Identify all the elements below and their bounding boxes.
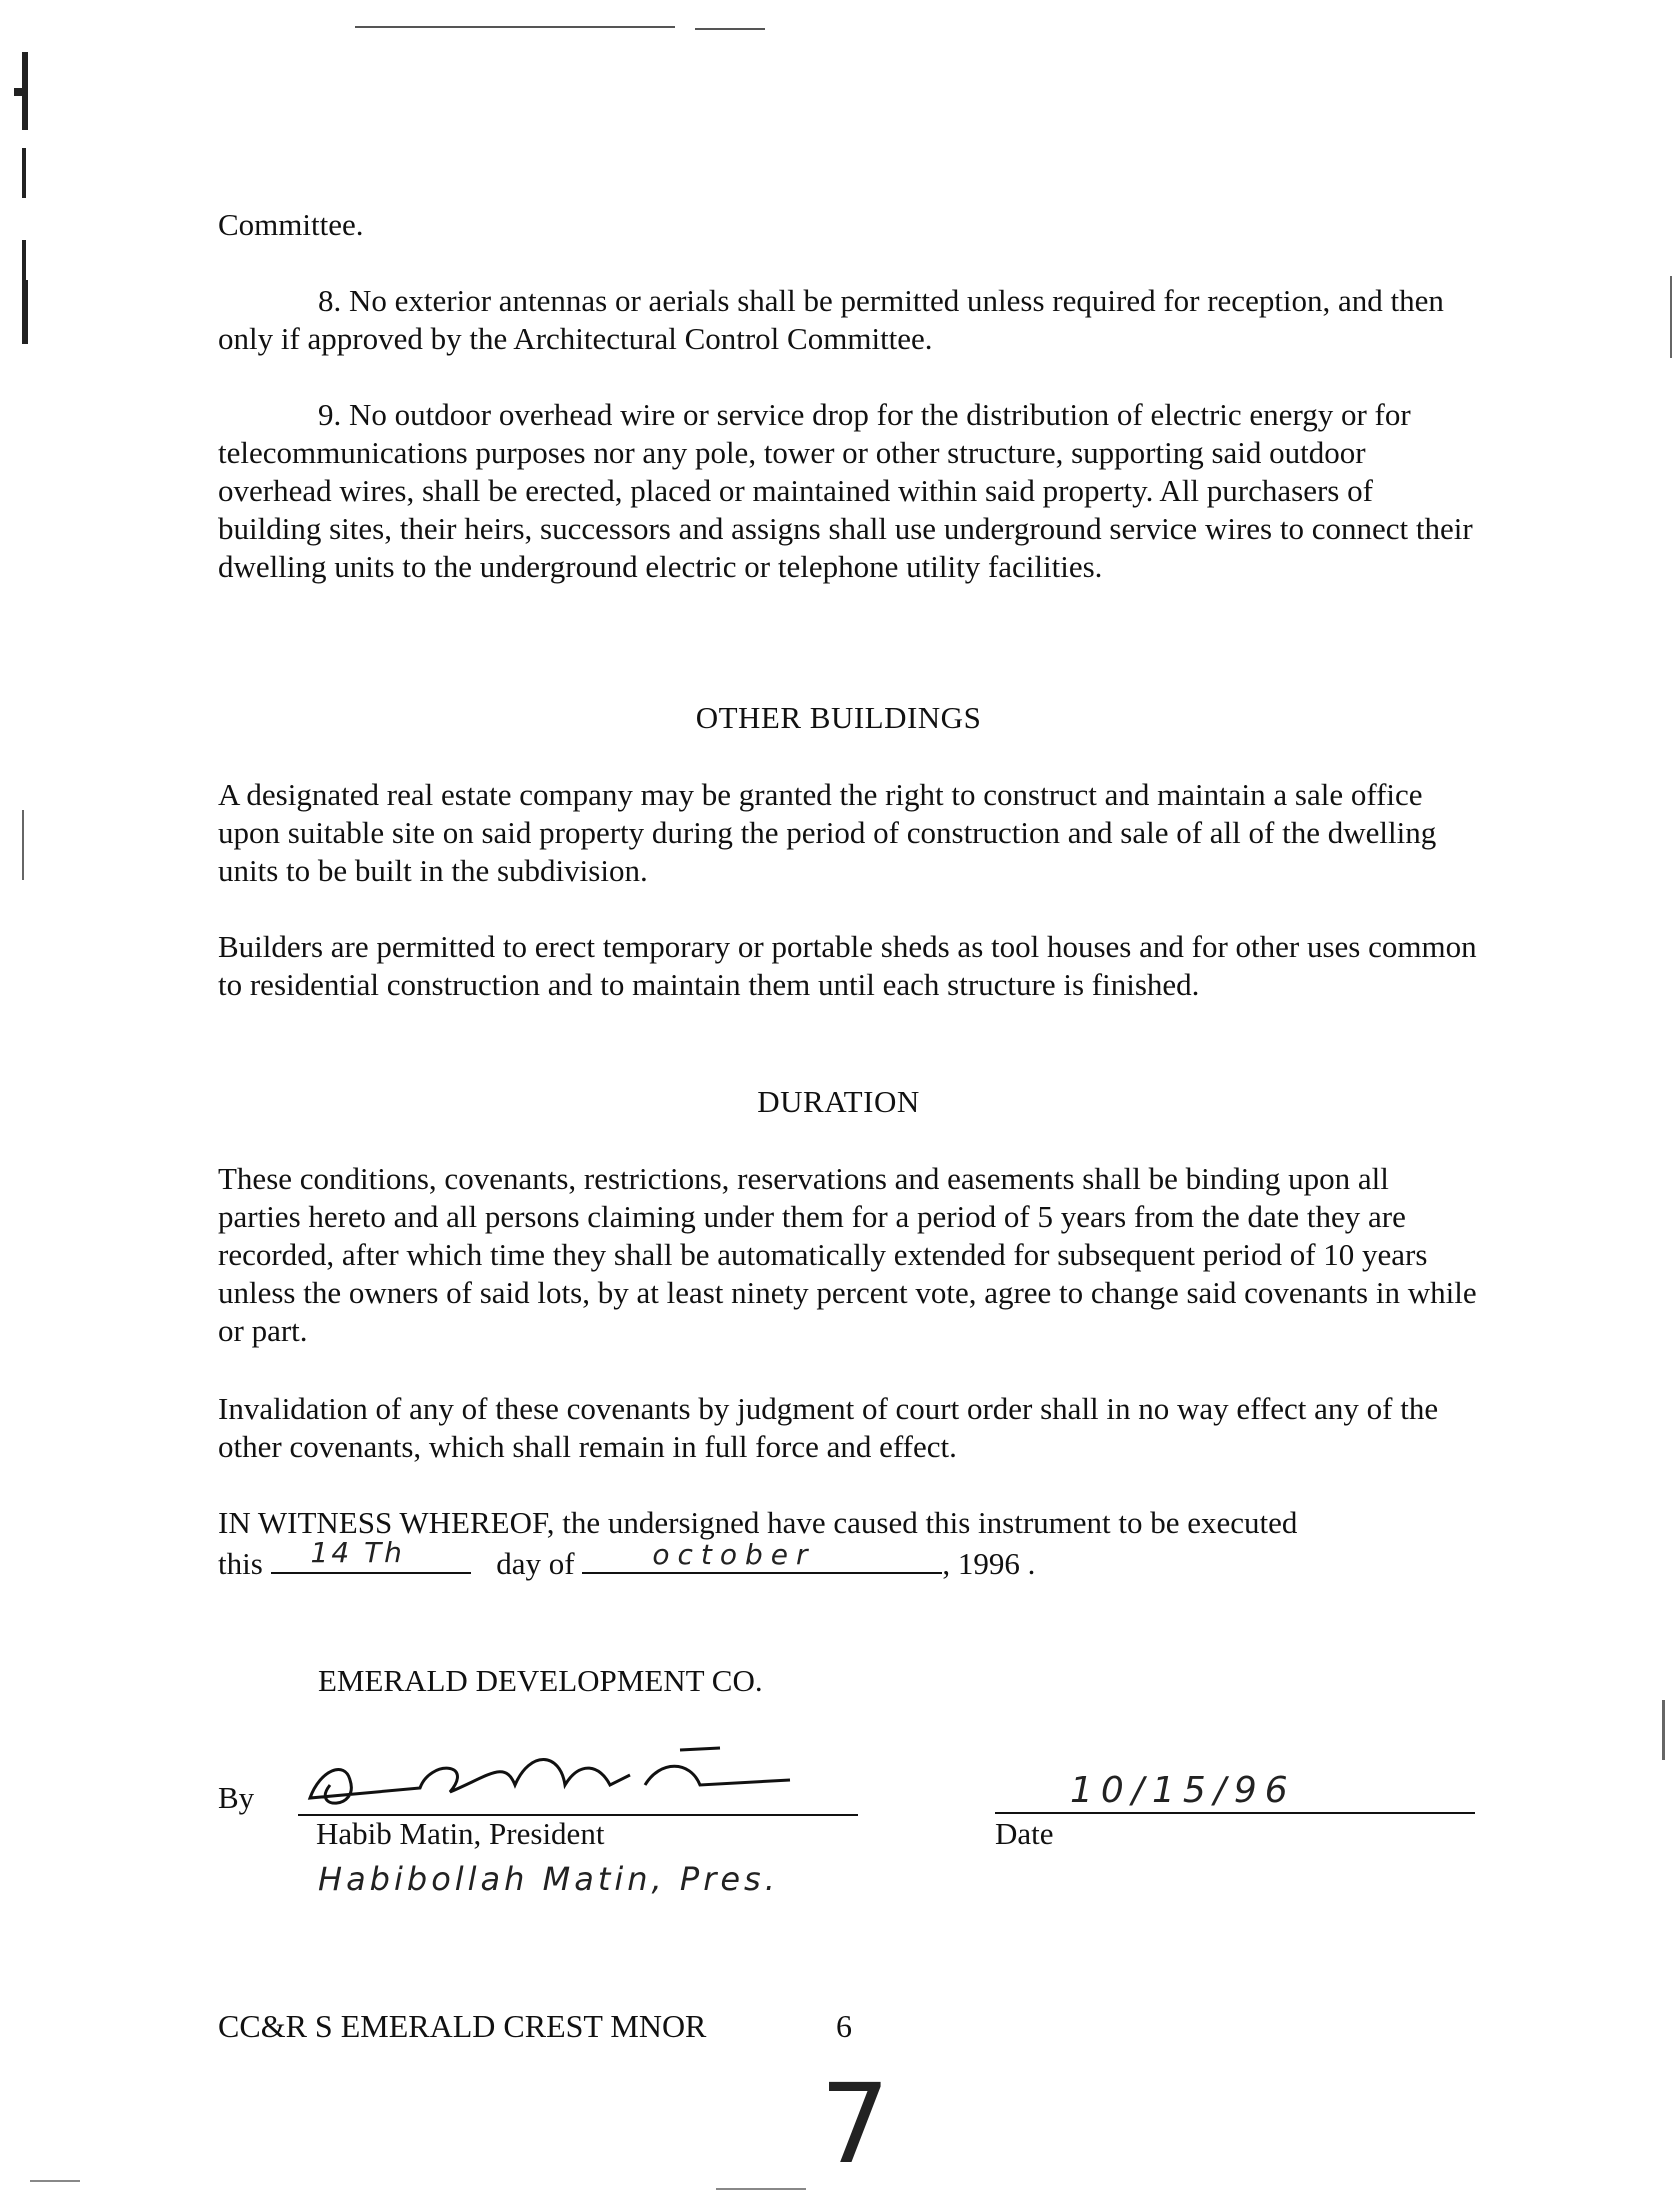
heading-duration: DURATION [757, 1084, 920, 1119]
company-name: EMERALD DEVELOPMENT CO. [318, 1663, 763, 1698]
witness-date-line [218, 1536, 1478, 1583]
scan-mark [1662, 1700, 1665, 1760]
date-handwritten: 10/15/96 [1070, 1770, 1296, 1811]
day-handwritten: 14 Th [310, 1536, 405, 1569]
scan-line [695, 28, 765, 30]
scan-mark [1670, 276, 1672, 358]
date-line [995, 1812, 1475, 1814]
witness-year: , 1996 . [942, 1546, 1036, 1581]
witness-this-label: this [218, 1546, 263, 1581]
witness-day-of-label: day of [496, 1546, 575, 1581]
footer-page-number: 6 [836, 2008, 852, 2044]
signature-text: H. Matin [500, 1814, 504, 1815]
signer-handwritten-name: Habibollah Matin, Pres. [318, 1860, 779, 1898]
other-buildings-paragraph-2: Builders are permitted to erect temporary or portable sheds as tool houses and for other uses common to residential construction and to maintain them until each structure is finished. [218, 929, 1477, 1002]
signature-image [300, 1740, 860, 1820]
clause-9: 9. No outdoor overhead wire or service drop for the distribution of electric energy or for telecommunications purposes nor any pole, tower or other structure, supporting said outdoor overhead wires, shall be erected, placed or maintained within said property. All purchasers of building sites, their heirs, successors and assigns shall use underground service wires to connect their dwelling units to the underground electric or telephone utility facilities. [218, 397, 1473, 584]
month-handwritten: october [652, 1538, 816, 1571]
by-label: By [218, 1780, 255, 1815]
scan-mark [14, 88, 28, 96]
signer-name: Habib Matin, President [316, 1816, 605, 1851]
scan-mark [22, 280, 28, 344]
other-buildings-paragraph-1: A designated real estate company may be granted the right to construct and maintain a sale office upon suitable site on said property during the period of construction and sale of all of the dwelling units to be built in the subdivision. [218, 777, 1437, 888]
scan-mark [22, 148, 26, 198]
date-label: Date [995, 1816, 1054, 1851]
scan-mark [22, 810, 24, 880]
continuation-text: Committee. [218, 207, 364, 242]
witness-line: IN WITNESS WHEREOF, the undersigned have caused this instrument to be executed [218, 1505, 1298, 1540]
clause-8: 8. No exterior antennas or aerials shall be permitted unless required for reception, and then only if approved by the Architectural Control Committee. [218, 283, 1444, 356]
scan-line [716, 2188, 806, 2190]
footer-text: CC&R S EMERALD CREST MNOR [218, 2008, 707, 2044]
month-blank [582, 1538, 942, 1574]
duration-paragraph-2: Invalidation of any of these covenants by judgment of court order shall in no way effect any of the other covenants, which shall remain in full force and effect. [218, 1391, 1439, 1464]
scan-line [30, 2180, 80, 2182]
duration-paragraph-1: These conditions, covenants, restrictions, reservations and easements shall be binding upon all parties hereto and all persons claiming under them for a period of 5 years from the date they are recorded, after which time they shall be automatically extended for subsequent period of 10 years unless the owners of said lots, by at least ninety percent vote, agree to change said covenants in while or part. [218, 1161, 1477, 1348]
handwritten-page-number: 7 [820, 2060, 890, 2188]
day-blank [271, 1536, 471, 1574]
scan-line [355, 26, 675, 28]
heading-other-buildings: OTHER BUILDINGS [695, 700, 982, 735]
